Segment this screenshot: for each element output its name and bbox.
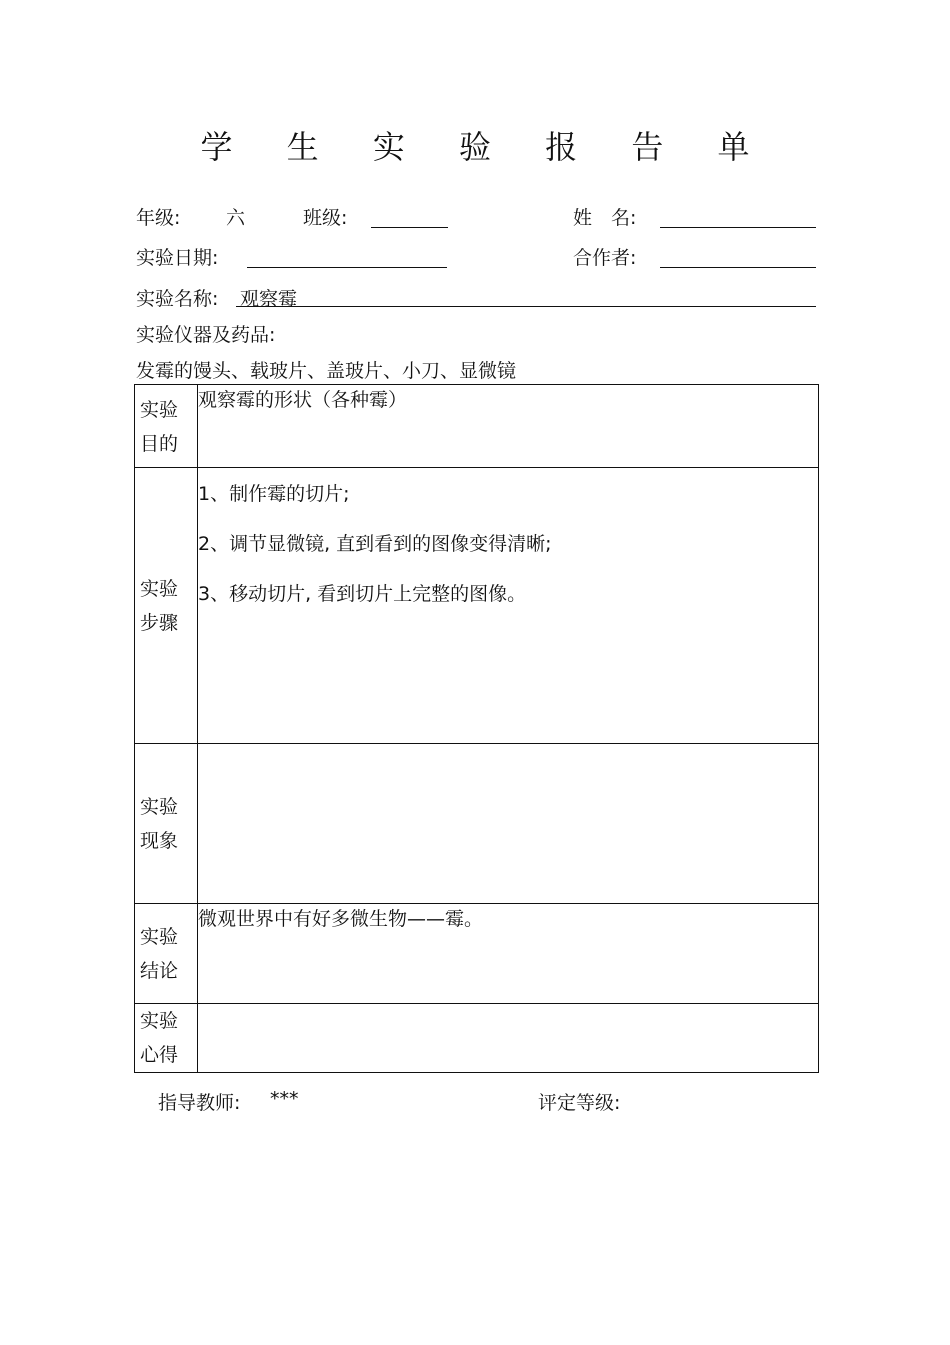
conclusion-content: 微观世界中有好多微生物——霉。 xyxy=(198,904,819,1004)
name-label: 姓 名: xyxy=(573,207,637,229)
step-item: 3、移动切片, 看到切片上完整的图像。 xyxy=(198,583,527,605)
class-field[interactable] xyxy=(371,227,448,228)
purpose-content: 观察霉的形状（各种霉） xyxy=(198,385,819,468)
table-row-purpose xyxy=(135,385,819,468)
equipment-value: 发霉的馒头、载玻片、盖玻片、小刀、显微镜 xyxy=(136,360,517,382)
phenomenon-label: 实验 现象 xyxy=(135,744,198,904)
conclusion-label: 实验 结论 xyxy=(135,904,198,1004)
reflection-content[interactable] xyxy=(198,1004,819,1073)
table-row-reflection xyxy=(135,1004,819,1073)
phenomenon-content[interactable] xyxy=(198,744,819,904)
grade-label: 年级: xyxy=(136,207,181,229)
partner-field[interactable] xyxy=(660,267,816,268)
class-label: 班级: xyxy=(303,207,348,229)
steps-content xyxy=(198,468,819,744)
teacher-value: *** xyxy=(270,1088,299,1110)
steps-label: 实验 步骤 xyxy=(135,468,198,744)
experiment-name-label: 实验名称: xyxy=(136,288,219,310)
table-row-phenomenon xyxy=(135,744,819,904)
page-title: 学 生 实 验 报 告 单 xyxy=(200,128,772,166)
name-field[interactable] xyxy=(660,227,816,228)
grade-evaluation-label: 评定等级: xyxy=(538,1092,621,1114)
experiment-name-underline xyxy=(236,306,816,307)
date-field[interactable] xyxy=(247,267,447,268)
step-item: 2、调节显微镜, 直到看到的图像变得清晰; xyxy=(198,533,552,555)
purpose-label: 实验 目的 xyxy=(135,385,198,468)
partner-label: 合作者: xyxy=(573,247,637,269)
table-row-steps xyxy=(135,468,819,744)
step-item: 1、制作霉的切片; xyxy=(198,483,350,505)
grade-value: 六 xyxy=(226,207,246,229)
equipment-label: 实验仪器及药品: xyxy=(136,324,276,346)
date-label: 实验日期: xyxy=(136,247,219,269)
table-row-conclusion xyxy=(135,904,819,1004)
reflection-label: 实验 心得 xyxy=(135,1004,198,1073)
report-table xyxy=(134,384,819,1073)
experiment-name-value: 观察霉 xyxy=(240,288,298,310)
teacher-label: 指导教师: xyxy=(158,1092,241,1114)
